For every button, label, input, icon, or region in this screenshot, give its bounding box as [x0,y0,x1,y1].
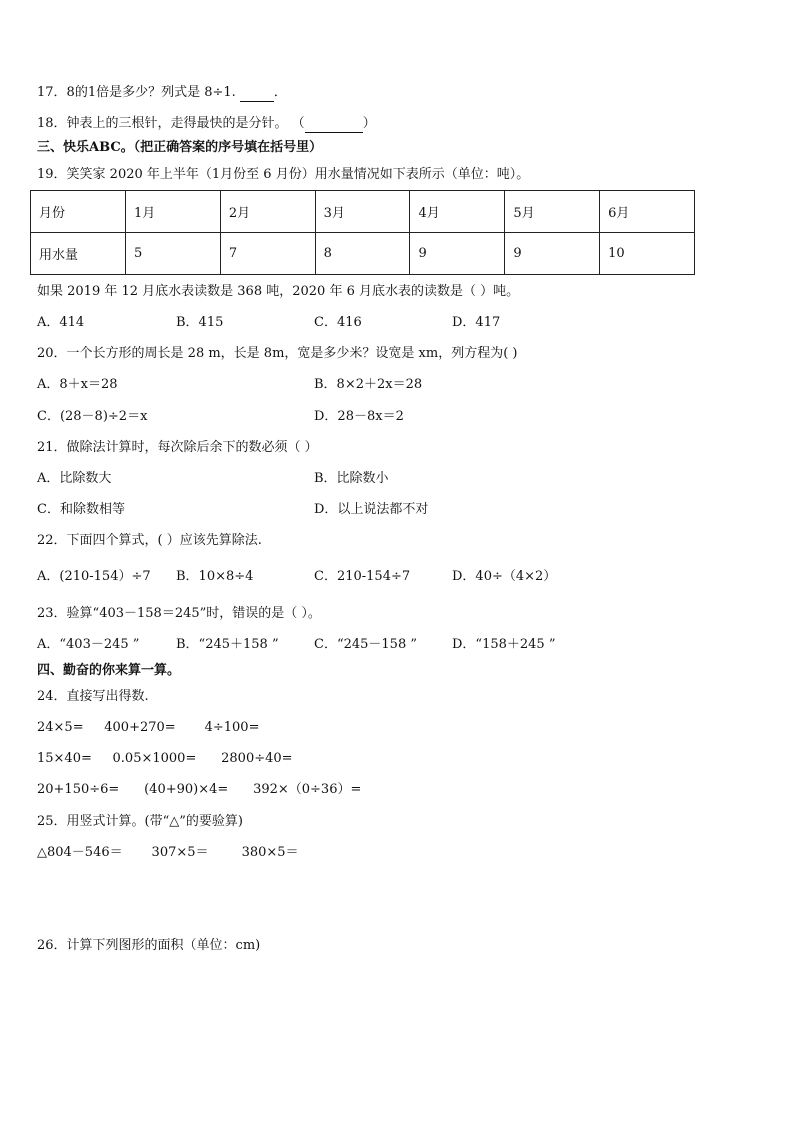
question-25: 25．用竖式计算。(带“△”的要验算) [37,814,243,829]
question-17-tail: ． [273,85,287,100]
table-cell: 1月 [126,191,221,233]
question-19: 19．笑笑家 2020 年上半年（1月份至 6 月份）用水量情况如下表所示（单位：吨）。 [37,167,530,182]
question-17 [37,85,287,102]
answer-blank-18[interactable] [305,116,363,133]
section-4-heading: 四、勤奋的你来算一算。 [37,663,181,678]
q24-row-1: 24×5= 400+270= 4÷100= [37,720,260,735]
q19-option-c[interactable]: C．416 [314,315,362,330]
table-cell: 7 [220,233,315,275]
table-cell: 2月 [220,191,315,233]
q20-option-c[interactable]: C．(28－8)÷2＝x [37,409,148,424]
question-24: 24．直接写出得数. [37,689,149,704]
q21-option-d[interactable]: D．以上说法都不对 [314,502,429,517]
q24-row-2: 15×40= 0.05×1000= 2800÷40= [37,751,293,766]
q23-option-c[interactable]: C．“245－158 ” [314,637,417,652]
q20-option-d[interactable]: D．28－8x＝2 [314,409,404,424]
table-cell: 4月 [410,191,505,233]
question-20: 20．一个长方形的周长是 28 m，长是 8m，宽是多少米？设宽是 xm，列方程为( ) [37,346,518,361]
table-cell: 月份 [31,191,126,233]
question-22: 22．下面四个算式，( ）应该先算除法. [37,533,262,548]
q23-option-a[interactable]: A．“403－245 ” [37,637,140,652]
q24-row-3: 20+150÷6= (40+90)×4= 392×（0÷36）= [37,782,362,797]
table-row-month [31,191,695,233]
table-cell: 6月 [600,191,695,233]
question-18-text: 18．钟表上的三根针，走得最快的是分针。 （ [37,116,305,131]
table-row-usage [31,233,695,275]
q22-option-d[interactable]: D．40÷（4×2） [452,569,557,584]
q25-row: △804－546＝ 307×5＝ 380×5＝ [37,845,299,860]
q22-option-a[interactable]: A．(210-154）÷7 [37,569,151,584]
q21-option-a[interactable]: A．比除数大 [37,471,112,486]
q19-option-b[interactable]: B．415 [176,315,224,330]
q21-option-c[interactable]: C．和除数相等 [37,502,125,517]
q20-option-a[interactable]: A．8＋x＝28 [37,377,118,392]
question-18 [37,116,376,133]
question-21: 21．做除法计算时，每次除后余下的数必须（ ） [37,440,318,455]
table-cell: 9 [505,233,600,275]
question-17-text: 17．8的1倍是多少？列式是 8÷1. [37,85,240,100]
water-usage-table [30,190,695,275]
table-cell: 用水量 [31,233,126,275]
q23-option-d[interactable]: D．“158＋245 ” [452,637,556,652]
q22-option-b[interactable]: B．10×8÷4 [176,569,254,584]
question-18-tail: ） [362,116,376,131]
q20-option-b[interactable]: B．8×2＋2x＝28 [314,377,423,392]
q22-option-c[interactable]: C．210-154÷7 [314,569,411,584]
q23-option-b[interactable]: B．“245＋158 ” [176,637,279,652]
question-23: 23．验算“403－158＝245”时，错误的是（ ）。 [37,606,321,621]
table-cell: 5 [126,233,221,275]
section-3-heading: 三、快乐ABC。（把正确答案的序号填在括号里） [37,140,323,155]
q21-option-b[interactable]: B．比除数小 [314,471,389,486]
table-cell: 10 [600,233,695,275]
table-cell: 5月 [505,191,600,233]
q19-option-d[interactable]: D．417 [452,315,501,330]
table-cell: 8 [315,233,410,275]
question-19-part-b: 如果 2019 年 12 月底水表读数是 368 吨，2020 年 6 月底水表的读数是（ ）吨。 [37,284,520,299]
question-26: 26．计算下列图形的面积（单位：cm) [37,938,261,953]
table-cell: 9 [410,233,505,275]
q19-option-a[interactable]: A．414 [37,315,85,330]
answer-blank-17[interactable] [240,85,274,102]
table-cell: 3月 [315,191,410,233]
